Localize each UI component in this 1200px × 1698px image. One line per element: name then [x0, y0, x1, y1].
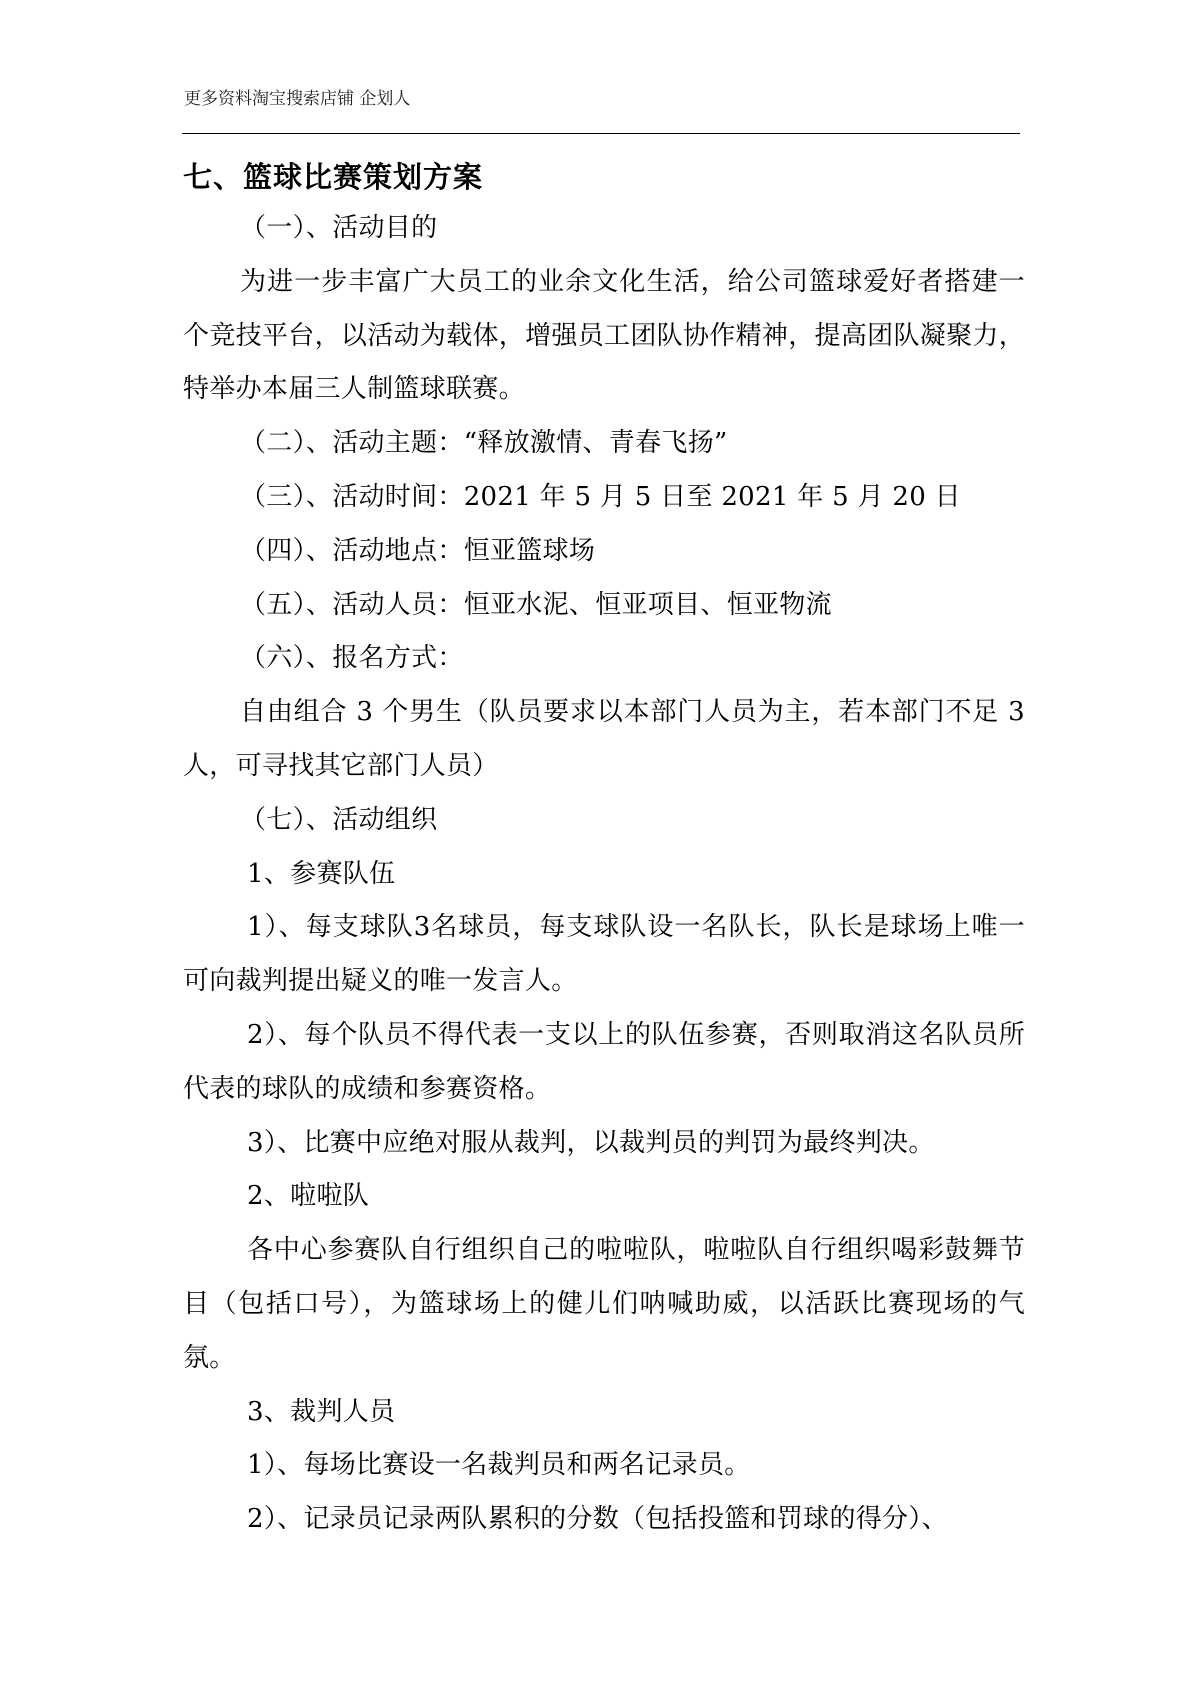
list-item-teams-1: 1）、每支球队3名球员，每支球队设一名队长，队长是球场上唯一可向裁判提出疑义的唯一发言人。: [183, 912, 1025, 997]
page-header: 更多资料淘宝搜索店铺 企划人: [184, 89, 411, 109]
list-heading-teams: 1、参赛队伍: [247, 858, 396, 889]
list-item-teams-2: 2）、每个队员不得代表一支以上的队伍参赛，否则取消这名队员所代表的球队的成绩和参赛资格。: [183, 1019, 1025, 1104]
paragraph-purpose: 为进一步丰富广大员工的业余文化生活，给公司篮球爱好者搭建一个竞技平台，以活动为载体，增强员工团队协作精神，提高团队凝聚力，特举办本届三人制篮球联赛。: [183, 266, 1025, 405]
subheading-participants: （五）、活动人员：恒亚水泥、恒亚项目、恒亚物流: [240, 589, 832, 620]
paragraph-registration: 自由组合 3 个男生（队员要求以本部门人员为主，若本部门不足 3 人，可寻找其它部门人员）: [183, 697, 1025, 781]
subheading-purpose: （一）、活动目的: [240, 213, 438, 243]
list-item-referees-2: 2）、记录员记录两队累积的分数（包括投篮和罚球的得分）、: [247, 1504, 948, 1535]
subheading-location: （四）、活动地点：恒亚篮球场: [240, 535, 596, 566]
subheading-organization: （七）、活动组织: [240, 804, 438, 835]
subheading-registration: （六）、报名方式：: [240, 643, 464, 674]
header-rule: [182, 133, 1020, 134]
list-item-referees-1: 1）、每场比赛设一名裁判员和两名记录员。: [247, 1450, 751, 1481]
paragraph-cheerleaders: 各中心参赛队自行组织自己的啦啦队，啦啦队自行组织喝彩鼓舞节目（包括口号），为篮球场上的健儿们呐喊助威，以活跃比赛现场的气氛。: [183, 1235, 1025, 1373]
list-item-teams-3: 3）、比赛中应绝对服从裁判，以裁判员的判罚为最终判决。: [247, 1127, 935, 1158]
section-title: 七、篮球比赛策划方案: [183, 160, 484, 194]
list-heading-cheerleaders: 2、啦啦队: [247, 1181, 370, 1212]
subheading-theme: （二）、活动主题：“释放激情、青春飞扬”: [240, 428, 728, 459]
document-body: [183, 152, 1025, 1547]
list-heading-referees: 3、裁判人员: [247, 1396, 396, 1427]
subheading-time: （三）、活动时间：2021 年 5 月 5 日至 2021 年 5 月 20 日: [240, 481, 961, 512]
